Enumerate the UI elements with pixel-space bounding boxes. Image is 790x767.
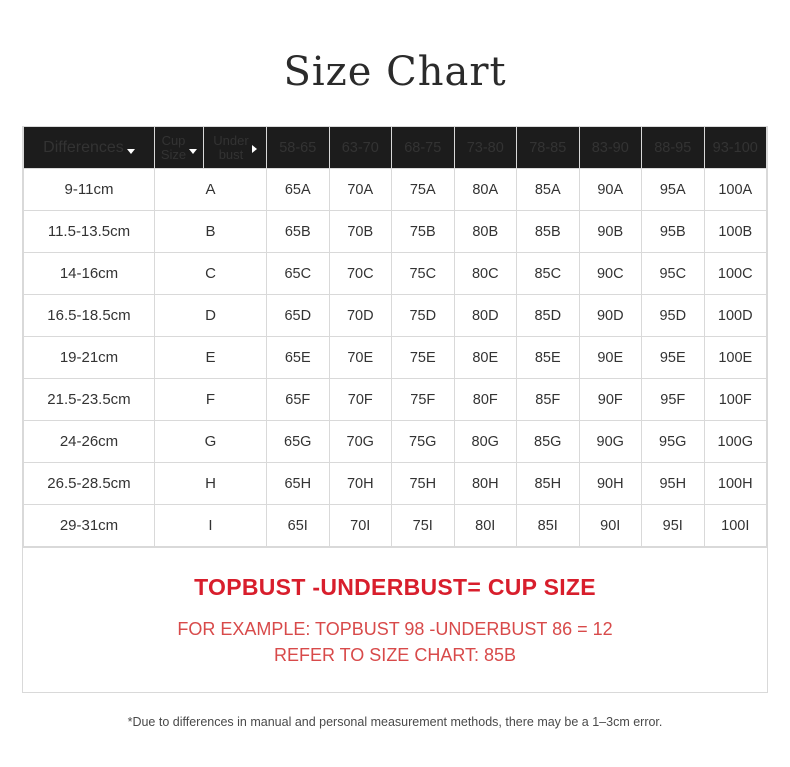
cell-size: 65C	[267, 253, 330, 295]
cell-size: 70C	[329, 253, 392, 295]
cell-cup-size: D	[155, 295, 267, 337]
chevron-down-icon	[189, 149, 197, 154]
cell-size: 90I	[579, 505, 642, 547]
cell-size: 90E	[579, 337, 642, 379]
cell-size: 65I	[267, 505, 330, 547]
cell-size: 100I	[704, 505, 767, 547]
column-header-band-5[interactable]: 83-90	[579, 127, 642, 169]
cell-size: 85A	[517, 169, 580, 211]
column-header-underbust[interactable]	[204, 127, 267, 169]
cell-size: 90A	[579, 169, 642, 211]
cell-size: 75B	[392, 211, 455, 253]
chevron-right-icon	[252, 145, 257, 153]
cell-differences: 19-21cm	[24, 337, 155, 379]
cell-size: 70F	[329, 379, 392, 421]
cell-size: 90G	[579, 421, 642, 463]
cell-size: 80A	[454, 169, 517, 211]
cell-cup-size: I	[155, 505, 267, 547]
cell-size: 95A	[642, 169, 705, 211]
table-row	[24, 169, 767, 211]
column-header-differences-label: Differences	[43, 138, 124, 156]
cell-differences: 9-11cm	[24, 169, 155, 211]
table-row	[24, 379, 767, 421]
cell-differences: 14-16cm	[24, 253, 155, 295]
cell-size: 70G	[329, 421, 392, 463]
table-header	[24, 127, 767, 169]
table-row	[24, 211, 767, 253]
cell-size: 100G	[704, 421, 767, 463]
cell-size: 80I	[454, 505, 517, 547]
cell-size: 85H	[517, 463, 580, 505]
table-row	[24, 505, 767, 547]
cell-size: 70I	[329, 505, 392, 547]
column-header-band-3[interactable]: 73-80	[454, 127, 517, 169]
cell-size: 80C	[454, 253, 517, 295]
column-header-cup-size[interactable]	[155, 127, 204, 169]
cell-size: 100F	[704, 379, 767, 421]
cell-size: 80H	[454, 463, 517, 505]
cell-size: 80G	[454, 421, 517, 463]
cell-size: 95F	[642, 379, 705, 421]
cell-differences: 21.5-23.5cm	[24, 379, 155, 421]
table-row	[24, 337, 767, 379]
cell-size: 90C	[579, 253, 642, 295]
cell-size: 75E	[392, 337, 455, 379]
cell-size: 100C	[704, 253, 767, 295]
column-header-band-0[interactable]: 58-65	[267, 127, 330, 169]
cell-size: 95H	[642, 463, 705, 505]
cell-size: 75A	[392, 169, 455, 211]
cell-differences: 16.5-18.5cm	[24, 295, 155, 337]
cell-differences: 29-31cm	[24, 505, 155, 547]
cell-size: 65H	[267, 463, 330, 505]
measurement-disclaimer: *Due to differences in manual and personal measurement methods, there may be a 1–3cm error.	[127, 714, 663, 729]
cell-size: 95I	[642, 505, 705, 547]
cell-size: 95D	[642, 295, 705, 337]
cell-size: 100E	[704, 337, 767, 379]
cell-size: 90F	[579, 379, 642, 421]
cell-size: 100A	[704, 169, 767, 211]
table-row	[24, 295, 767, 337]
column-header-band-1[interactable]: 63-70	[329, 127, 392, 169]
cell-cup-size: E	[155, 337, 267, 379]
column-header-band-6[interactable]: 88-95	[642, 127, 705, 169]
refer-to-size-chart: REFER TO SIZE CHART: 85B	[273, 644, 517, 665]
cell-size: 75D	[392, 295, 455, 337]
table-row	[24, 421, 767, 463]
cell-size: 75I	[392, 505, 455, 547]
page-title: Size Chart	[283, 49, 507, 95]
chevron-down-icon	[127, 149, 135, 154]
cell-size: 65D	[267, 295, 330, 337]
cell-size: 90H	[579, 463, 642, 505]
cell-size: 70H	[329, 463, 392, 505]
cup-size-formula: TOPBUST -UNDERBUST= CUP SIZE	[194, 574, 596, 600]
cell-size: 65B	[267, 211, 330, 253]
cell-size: 70D	[329, 295, 392, 337]
cell-size: 65G	[267, 421, 330, 463]
cell-size: 75H	[392, 463, 455, 505]
cell-size: 85C	[517, 253, 580, 295]
cell-size: 85G	[517, 421, 580, 463]
column-header-band-2[interactable]: 68-75	[392, 127, 455, 169]
column-header-underbust-label-2: bust	[218, 146, 244, 162]
cell-size: 65A	[267, 169, 330, 211]
cup-size-example: FOR EXAMPLE: TOPBUST 98 -UNDERBUST 86 = 12	[177, 618, 613, 639]
cell-size: 85F	[517, 379, 580, 421]
cell-size: 70E	[329, 337, 392, 379]
cell-size: 85B	[517, 211, 580, 253]
cell-size: 85D	[517, 295, 580, 337]
cell-cup-size: B	[155, 211, 267, 253]
notes-panel	[22, 548, 768, 693]
cell-size: 70A	[329, 169, 392, 211]
cell-size: 95G	[642, 421, 705, 463]
cell-size: 75G	[392, 421, 455, 463]
column-header-cup-size-label-1: Cup	[161, 132, 186, 148]
cell-size: 65E	[267, 337, 330, 379]
column-header-cup-size-label-2: Size	[160, 146, 187, 162]
cell-size: 100H	[704, 463, 767, 505]
cell-size: 80E	[454, 337, 517, 379]
cell-size: 75C	[392, 253, 455, 295]
column-header-differences[interactable]	[24, 127, 155, 169]
table-header-row	[24, 127, 767, 169]
size-chart-table-wrapper	[22, 126, 768, 548]
cell-cup-size: C	[155, 253, 267, 295]
cell-size: 90B	[579, 211, 642, 253]
cell-size: 75F	[392, 379, 455, 421]
size-chart-table	[23, 126, 767, 547]
cell-differences: 24-26cm	[24, 421, 155, 463]
cell-size: 85E	[517, 337, 580, 379]
column-header-band-7[interactable]: 93-100	[704, 127, 767, 169]
cell-differences: 11.5-13.5cm	[24, 211, 155, 253]
cell-size: 95E	[642, 337, 705, 379]
cell-size: 80D	[454, 295, 517, 337]
table-body	[24, 169, 767, 547]
cell-cup-size: A	[155, 169, 267, 211]
cell-size: 100B	[704, 211, 767, 253]
cell-size: 100D	[704, 295, 767, 337]
cell-size: 80B	[454, 211, 517, 253]
cell-cup-size: F	[155, 379, 267, 421]
cell-size: 90D	[579, 295, 642, 337]
cell-size: 80F	[454, 379, 517, 421]
column-header-underbust-label-1: Under	[213, 132, 249, 148]
column-header-band-4[interactable]: 78-85	[517, 127, 580, 169]
table-row	[24, 253, 767, 295]
cell-cup-size: H	[155, 463, 267, 505]
cell-size: 65F	[267, 379, 330, 421]
cell-cup-size: G	[155, 421, 267, 463]
cell-size: 95C	[642, 253, 705, 295]
cell-differences: 26.5-28.5cm	[24, 463, 155, 505]
table-row	[24, 463, 767, 505]
cell-size: 85I	[517, 505, 580, 547]
cell-size: 95B	[642, 211, 705, 253]
cell-size: 70B	[329, 211, 392, 253]
